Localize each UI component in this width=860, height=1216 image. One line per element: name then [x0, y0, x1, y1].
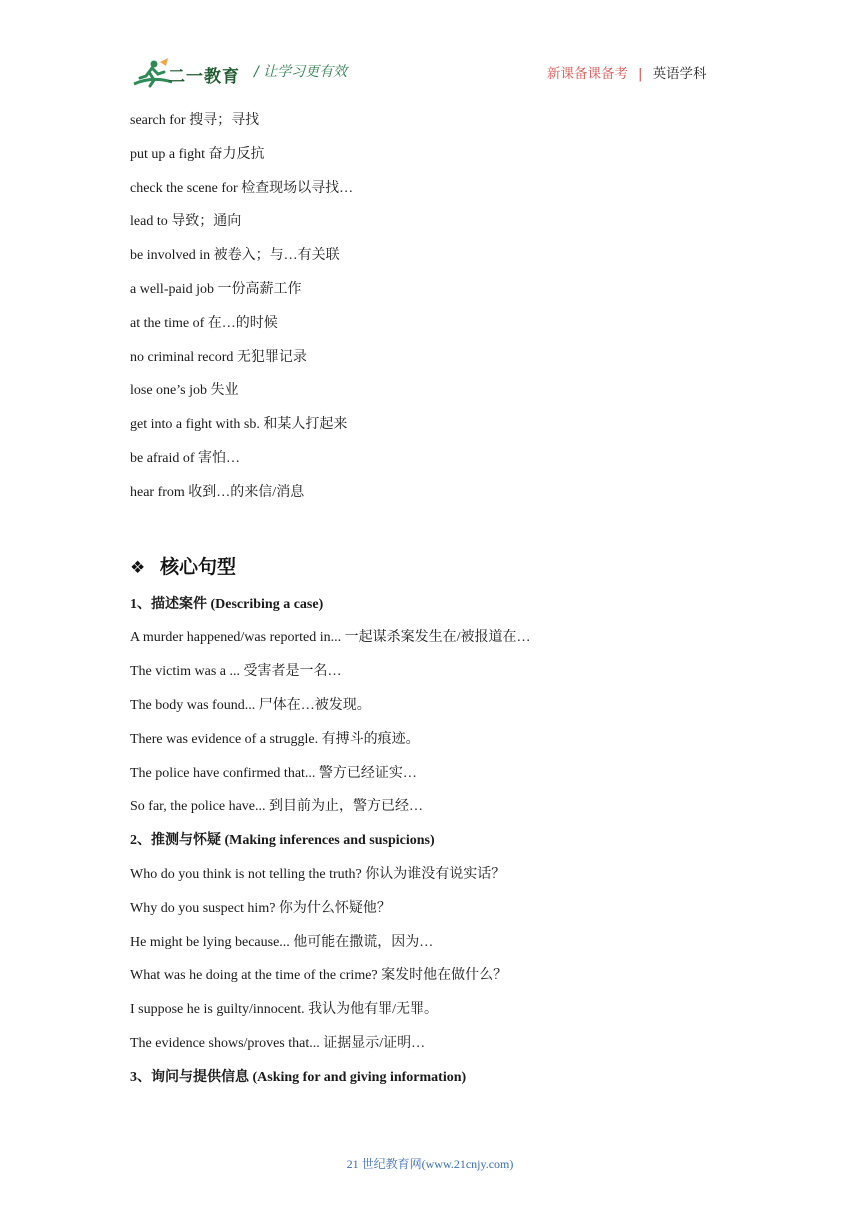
subsection-heading: 1、描述案件 (Describing a case)	[130, 596, 324, 612]
subsection-heading: 3、询问与提供信息 (Asking for and giving information)	[130, 1069, 467, 1085]
phrase-item: hear from 收到…的来信/消息	[130, 484, 305, 500]
diamond-bullet-icon: ❖	[130, 557, 146, 578]
subject-label: 英语学科	[652, 66, 707, 82]
logo-text: 二一教育	[168, 67, 240, 87]
phrase-item: no criminal record 无犯罪记录	[130, 349, 307, 365]
sentence-item: What was he doing at the time of the crime? 案发时他在做什么？	[130, 968, 508, 984]
sentence-item: The evidence shows/proves that... 证据显示/证明…	[130, 1035, 426, 1051]
header-right	[547, 62, 707, 82]
phrase-item: put up a fight 奋力反抗	[130, 146, 265, 162]
phrase-list	[130, 110, 750, 516]
sentence-item: The body was found... 尸体在…被发现。	[130, 697, 371, 713]
phrase-item: check the scene for 检查现场以寻找…	[130, 180, 354, 196]
phrase-item: at the time of 在…的时候	[130, 315, 278, 331]
phrase-item: lose one’s job 失业	[130, 383, 239, 399]
phrase-item: be involved in 被卷入；与…有关联	[130, 248, 340, 264]
sentence-item: So far, the police have... 到目前为止，警方已经…	[130, 799, 424, 815]
header-separator: |	[638, 66, 643, 82]
document-body	[130, 110, 750, 1101]
sentence-item: Why do you suspect him? 你为什么怀疑他？	[130, 900, 391, 916]
sentence-item: He might be lying because... 他可能在撒谎，因为…	[130, 934, 434, 950]
sentence-item: I suppose he is guilty/innocent. 我认为他有罪/无罪。	[130, 1002, 438, 1018]
phrase-item: lead to 导致；通向	[130, 214, 242, 230]
sentence-item: The victim was a ... 受害者是一名…	[130, 664, 342, 680]
sentence-item: The police have confirmed that... 警方已经证实…	[130, 765, 417, 781]
phrase-item: be afraid of 害怕…	[130, 450, 241, 466]
phrase-item: search for 搜寻；寻找	[130, 113, 260, 128]
sentence-item: A murder happened/was reported in... 一起谋杀案发生在/被报道在…	[130, 630, 531, 646]
phrase-item: a well-paid job 一份高薪工作	[130, 281, 302, 297]
sentence-item: Who do you think is not telling the truth? 你认为谁没有说实话？	[130, 866, 506, 882]
course-label: 新课备课备考	[547, 66, 628, 82]
page-footer: 21 世纪教育网(www.21cnjy.com)	[346, 1157, 514, 1171]
slogan: / 让学习更有效	[254, 64, 348, 80]
subsection-heading: 2、推测与怀疑 (Making inferences and suspicions)	[130, 833, 435, 849]
sentence-item: There was evidence of a struggle. 有搏斗的痕迹。	[130, 731, 420, 747]
phrase-item: get into a fight with sb. 和某人打起来	[130, 417, 348, 433]
section-title-text: 核心句型	[160, 555, 237, 578]
page-header	[0, 0, 860, 100]
section-title	[130, 552, 750, 594]
